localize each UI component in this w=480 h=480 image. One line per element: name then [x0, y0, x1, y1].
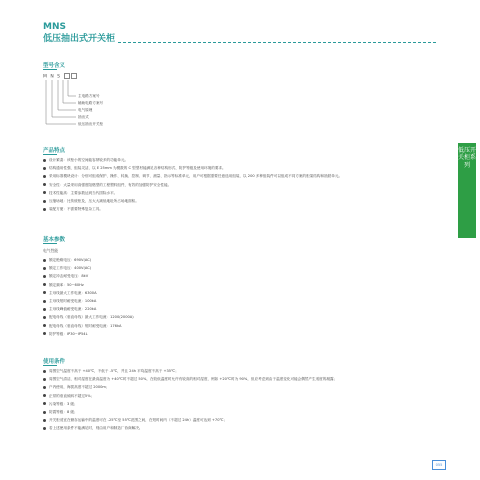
side-tab-label: 低压开关柜系列: [458, 147, 477, 169]
feature-item: 安全性：大量采用高强度阻燃型的工程塑料组件，有效的加强防护安全性能。: [43, 181, 342, 189]
series-code: MNS: [43, 22, 66, 32]
features-list: [43, 156, 342, 213]
param-item: 额定冲击耐受电压：8kV: [43, 272, 134, 280]
param-item: 额定频率：50~60Hz: [43, 281, 134, 289]
header-divider: [118, 42, 436, 43]
param-item: 主母线最大工作电流：6300A: [43, 289, 134, 297]
code-box-1: [64, 73, 70, 79]
usage-item: 开关柜适宜在储存运输中的温度可在 -25℃至 55℃范围之间，在短时间内（不超过 24h）温度可达到 +70℃；: [43, 416, 337, 424]
features-heading-underline: [43, 154, 57, 155]
param-item: 主母线峰值耐受电流：220kA: [43, 305, 134, 313]
param-item: 额定工作电压：400V(AC): [43, 264, 134, 272]
param-item: 额定绝缘电压：690V(AC): [43, 256, 134, 264]
usage-item: 防震等级：8 级；: [43, 408, 337, 416]
usage-item: 户内使用，海拔高度不超过 2000m；: [43, 383, 337, 391]
code-letter-m: M: [43, 74, 48, 80]
usage-item: 若上述使用条件不能满足时，则由用户和制造厂协商解决。: [43, 424, 337, 432]
param-item: 配电母线（垂直母线）最大工作电流：1200(2000A): [43, 313, 134, 321]
model-heading: 型号含义: [43, 63, 66, 69]
legend-drawout: 抽出式: [78, 115, 89, 119]
param-item: 主母线短时耐受电流：100kA: [43, 297, 134, 305]
features-heading: 产品特点: [43, 148, 66, 154]
usage-item: 污染等级：3 级；: [43, 400, 337, 408]
usage-item: 周围空气温度不高于 +40℃，不低于 -5℃，并且 24h 平均温度不高于 +35℃；: [43, 367, 337, 375]
params-list: [43, 256, 134, 338]
code-letter-s: S: [57, 74, 61, 80]
legend-principle: 电气原理: [78, 108, 93, 112]
feature-item: 结构通用性强、组装灵活，以 E 25mm 为模数的 C 型型材能满足各种结构形式、防护等级及使用环境的要求。: [43, 164, 342, 172]
legend-lv-cabinet: 低压抽出开关柜: [78, 122, 104, 126]
usage-heading: 使用条件: [43, 359, 66, 365]
page-header: [43, 22, 115, 45]
usage-list: [43, 367, 337, 433]
code-box-2: [71, 73, 77, 79]
feature-item: 压缩场地：比传统柜及，压大大减低地址所占场地面积。: [43, 197, 342, 205]
legend-aux-circuit: 辅助电路方案号: [78, 101, 104, 105]
param-item: 防护等级：IP30~IP54L: [43, 330, 134, 338]
params-subheading: 电气性能: [43, 248, 59, 253]
feature-item: 装配方便：不需要特殊复杂工具。: [43, 205, 342, 213]
code-letter-n: N: [50, 74, 55, 80]
page-number: 055: [432, 460, 446, 470]
page-title: 低压抽出式开关柜: [43, 34, 116, 44]
usage-heading-underline: [43, 365, 57, 366]
params-heading-underline: [43, 243, 57, 244]
params-heading: 基本参数: [43, 237, 66, 243]
usage-item: 周围空气清洁，相对湿度在最高温度为 +40℃时不超过 50%，在较低温度时允许有较高的相对湿度，例如 +20℃时为 90%，但应考虑到由于温度变化可能会偶然产生适度的凝露；: [43, 375, 337, 383]
model-code: [43, 73, 77, 80]
param-item: 配电母线（垂直母线）短时耐受电流：176kA: [43, 322, 134, 330]
feature-item: 采用标准模块设计：分别可组成保护、操作、转换、控制、调节、测量、指示等标准单元，用户可根据需要任意选用组装，以 200 多种组装件可以组成不同方案的柜架结构和抽屉单元。: [43, 172, 342, 180]
model-heading-underline: [43, 69, 57, 70]
legend-main-circuit: 主电路方案号: [78, 94, 100, 98]
usage-item: 正常的垂直倾斜不超过5%；: [43, 392, 337, 400]
series-side-tab: [458, 143, 476, 238]
feature-item: 技术性能高：主要参数达到当代国际水平。: [43, 189, 342, 197]
feature-item: 设计紧凑：该柜小的空间能容纳较多的功能单元。: [43, 156, 342, 164]
